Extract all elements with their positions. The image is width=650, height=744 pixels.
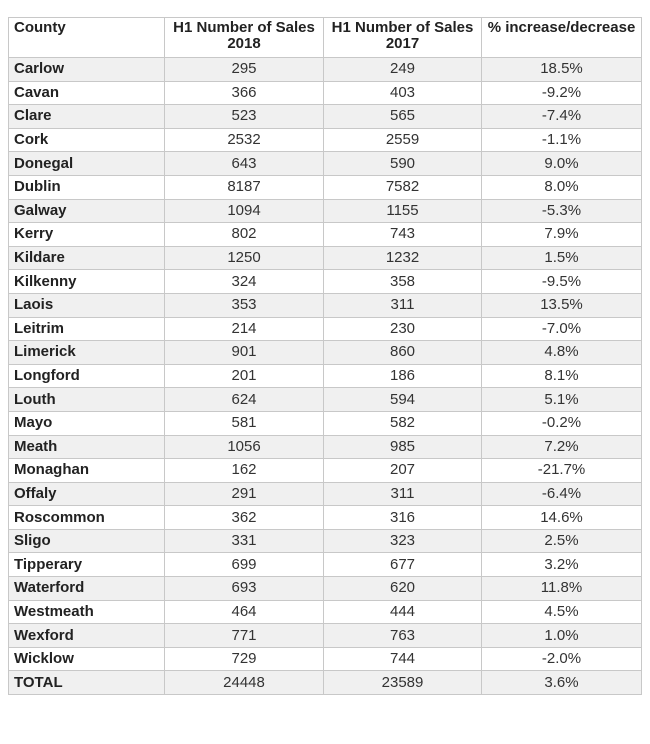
sales-2018-cell: 581 bbox=[165, 411, 324, 435]
sales-2018-cell: 8187 bbox=[165, 175, 324, 199]
change-cell: -2.0% bbox=[482, 647, 642, 671]
sales-2018-cell: 331 bbox=[165, 529, 324, 553]
county-cell: Waterford bbox=[9, 577, 165, 601]
county-cell: Offaly bbox=[9, 482, 165, 506]
table-row bbox=[9, 175, 642, 199]
table-row bbox=[9, 223, 642, 247]
county-cell: Cork bbox=[9, 128, 165, 152]
sales-2018-cell: 1250 bbox=[165, 246, 324, 270]
header-sales-2017: H1 Number of Sales 2017 bbox=[324, 18, 482, 58]
table-row bbox=[9, 246, 642, 270]
county-cell: Louth bbox=[9, 388, 165, 412]
table-row bbox=[9, 529, 642, 553]
county-cell: Sligo bbox=[9, 529, 165, 553]
table-row bbox=[9, 58, 642, 82]
sales-2018-cell: 366 bbox=[165, 81, 324, 105]
header-change: % increase/decrease bbox=[482, 18, 642, 58]
table-row bbox=[9, 600, 642, 624]
county-cell: Carlow bbox=[9, 58, 165, 82]
sales-2017-cell: 186 bbox=[324, 364, 482, 388]
sales-2017-cell: 207 bbox=[324, 459, 482, 483]
header-sales-2018: H1 Number of Sales 2018 bbox=[165, 18, 324, 58]
county-cell: Mayo bbox=[9, 411, 165, 435]
county-cell: Westmeath bbox=[9, 600, 165, 624]
sales-2018-cell: 802 bbox=[165, 223, 324, 247]
sales-2018-cell: 1056 bbox=[165, 435, 324, 459]
sales-2018-cell: 523 bbox=[165, 105, 324, 129]
table-row bbox=[9, 81, 642, 105]
county-cell: Dublin bbox=[9, 175, 165, 199]
sales-2018-cell: 353 bbox=[165, 293, 324, 317]
sales-2018-cell: 291 bbox=[165, 482, 324, 506]
county-cell: Galway bbox=[9, 199, 165, 223]
sales-table bbox=[8, 17, 642, 695]
sales-2018-cell: 901 bbox=[165, 341, 324, 365]
sales-2018-cell: 729 bbox=[165, 647, 324, 671]
sales-2017-cell: 677 bbox=[324, 553, 482, 577]
sales-2018-cell: 1094 bbox=[165, 199, 324, 223]
county-cell: Kildare bbox=[9, 246, 165, 270]
table-row bbox=[9, 105, 642, 129]
sales-2017-cell: 403 bbox=[324, 81, 482, 105]
change-cell: -7.0% bbox=[482, 317, 642, 341]
total-sales-2018: 24448 bbox=[165, 671, 324, 695]
table-row bbox=[9, 553, 642, 577]
total-change: 3.6% bbox=[482, 671, 642, 695]
table-row bbox=[9, 293, 642, 317]
sales-2017-cell: 311 bbox=[324, 293, 482, 317]
county-cell: Wexford bbox=[9, 624, 165, 648]
county-cell: Leitrim bbox=[9, 317, 165, 341]
total-sales-2017: 23589 bbox=[324, 671, 482, 695]
sales-2017-cell: 985 bbox=[324, 435, 482, 459]
table-row bbox=[9, 128, 642, 152]
table-row bbox=[9, 506, 642, 530]
change-cell: -9.5% bbox=[482, 270, 642, 294]
header-county: County bbox=[9, 18, 165, 58]
table-footer bbox=[9, 671, 642, 695]
county-cell: Longford bbox=[9, 364, 165, 388]
change-cell: -9.2% bbox=[482, 81, 642, 105]
table-row bbox=[9, 317, 642, 341]
county-cell: Roscommon bbox=[9, 506, 165, 530]
county-cell: Kilkenny bbox=[9, 270, 165, 294]
change-cell: 8.0% bbox=[482, 175, 642, 199]
table-row bbox=[9, 270, 642, 294]
change-cell: -5.3% bbox=[482, 199, 642, 223]
sales-2017-cell: 565 bbox=[324, 105, 482, 129]
sales-2018-cell: 2532 bbox=[165, 128, 324, 152]
change-cell: 14.6% bbox=[482, 506, 642, 530]
sales-2018-cell: 324 bbox=[165, 270, 324, 294]
change-cell: 4.5% bbox=[482, 600, 642, 624]
sales-2017-cell: 7582 bbox=[324, 175, 482, 199]
county-cell: Laois bbox=[9, 293, 165, 317]
sales-2017-cell: 744 bbox=[324, 647, 482, 671]
table-row bbox=[9, 364, 642, 388]
sales-2017-cell: 230 bbox=[324, 317, 482, 341]
county-cell: Clare bbox=[9, 105, 165, 129]
change-cell: 5.1% bbox=[482, 388, 642, 412]
change-cell: 7.9% bbox=[482, 223, 642, 247]
sales-2017-cell: 590 bbox=[324, 152, 482, 176]
county-cell: Cavan bbox=[9, 81, 165, 105]
sales-2018-cell: 295 bbox=[165, 58, 324, 82]
county-cell: Donegal bbox=[9, 152, 165, 176]
sales-2018-cell: 201 bbox=[165, 364, 324, 388]
sales-2017-cell: 582 bbox=[324, 411, 482, 435]
sales-2017-cell: 249 bbox=[324, 58, 482, 82]
change-cell: -0.2% bbox=[482, 411, 642, 435]
sales-2017-cell: 2559 bbox=[324, 128, 482, 152]
sales-2018-cell: 693 bbox=[165, 577, 324, 601]
sales-2018-cell: 699 bbox=[165, 553, 324, 577]
total-label: TOTAL bbox=[9, 671, 165, 695]
table-row bbox=[9, 388, 642, 412]
change-cell: 8.1% bbox=[482, 364, 642, 388]
table-row bbox=[9, 647, 642, 671]
table-row bbox=[9, 577, 642, 601]
table-row bbox=[9, 411, 642, 435]
sales-table-container bbox=[8, 17, 641, 695]
table-row bbox=[9, 152, 642, 176]
table-body bbox=[9, 58, 642, 671]
change-cell: 18.5% bbox=[482, 58, 642, 82]
sales-2018-cell: 464 bbox=[165, 600, 324, 624]
change-cell: 1.0% bbox=[482, 624, 642, 648]
sales-2017-cell: 1232 bbox=[324, 246, 482, 270]
sales-2018-cell: 771 bbox=[165, 624, 324, 648]
change-cell: 2.5% bbox=[482, 529, 642, 553]
sales-2018-cell: 214 bbox=[165, 317, 324, 341]
sales-2018-cell: 362 bbox=[165, 506, 324, 530]
county-cell: Limerick bbox=[9, 341, 165, 365]
county-cell: Kerry bbox=[9, 223, 165, 247]
county-cell: Tipperary bbox=[9, 553, 165, 577]
total-row bbox=[9, 671, 642, 695]
change-cell: -6.4% bbox=[482, 482, 642, 506]
sales-2017-cell: 358 bbox=[324, 270, 482, 294]
change-cell: 4.8% bbox=[482, 341, 642, 365]
change-cell: -1.1% bbox=[482, 128, 642, 152]
sales-2018-cell: 624 bbox=[165, 388, 324, 412]
table-row bbox=[9, 199, 642, 223]
sales-2017-cell: 594 bbox=[324, 388, 482, 412]
change-cell: 3.2% bbox=[482, 553, 642, 577]
table-row bbox=[9, 435, 642, 459]
change-cell: 9.0% bbox=[482, 152, 642, 176]
change-cell: -7.4% bbox=[482, 105, 642, 129]
county-cell: Meath bbox=[9, 435, 165, 459]
sales-2018-cell: 162 bbox=[165, 459, 324, 483]
change-cell: 7.2% bbox=[482, 435, 642, 459]
county-cell: Monaghan bbox=[9, 459, 165, 483]
county-cell: Wicklow bbox=[9, 647, 165, 671]
table-row bbox=[9, 624, 642, 648]
table-row bbox=[9, 341, 642, 365]
change-cell: -21.7% bbox=[482, 459, 642, 483]
change-cell: 11.8% bbox=[482, 577, 642, 601]
sales-2018-cell: 643 bbox=[165, 152, 324, 176]
sales-2017-cell: 743 bbox=[324, 223, 482, 247]
sales-2017-cell: 763 bbox=[324, 624, 482, 648]
table-header bbox=[9, 18, 642, 58]
sales-2017-cell: 620 bbox=[324, 577, 482, 601]
header-row bbox=[9, 18, 642, 58]
sales-2017-cell: 311 bbox=[324, 482, 482, 506]
table-row bbox=[9, 482, 642, 506]
sales-2017-cell: 323 bbox=[324, 529, 482, 553]
sales-2017-cell: 1155 bbox=[324, 199, 482, 223]
sales-2017-cell: 444 bbox=[324, 600, 482, 624]
change-cell: 1.5% bbox=[482, 246, 642, 270]
sales-2017-cell: 860 bbox=[324, 341, 482, 365]
sales-2017-cell: 316 bbox=[324, 506, 482, 530]
change-cell: 13.5% bbox=[482, 293, 642, 317]
table-row bbox=[9, 459, 642, 483]
